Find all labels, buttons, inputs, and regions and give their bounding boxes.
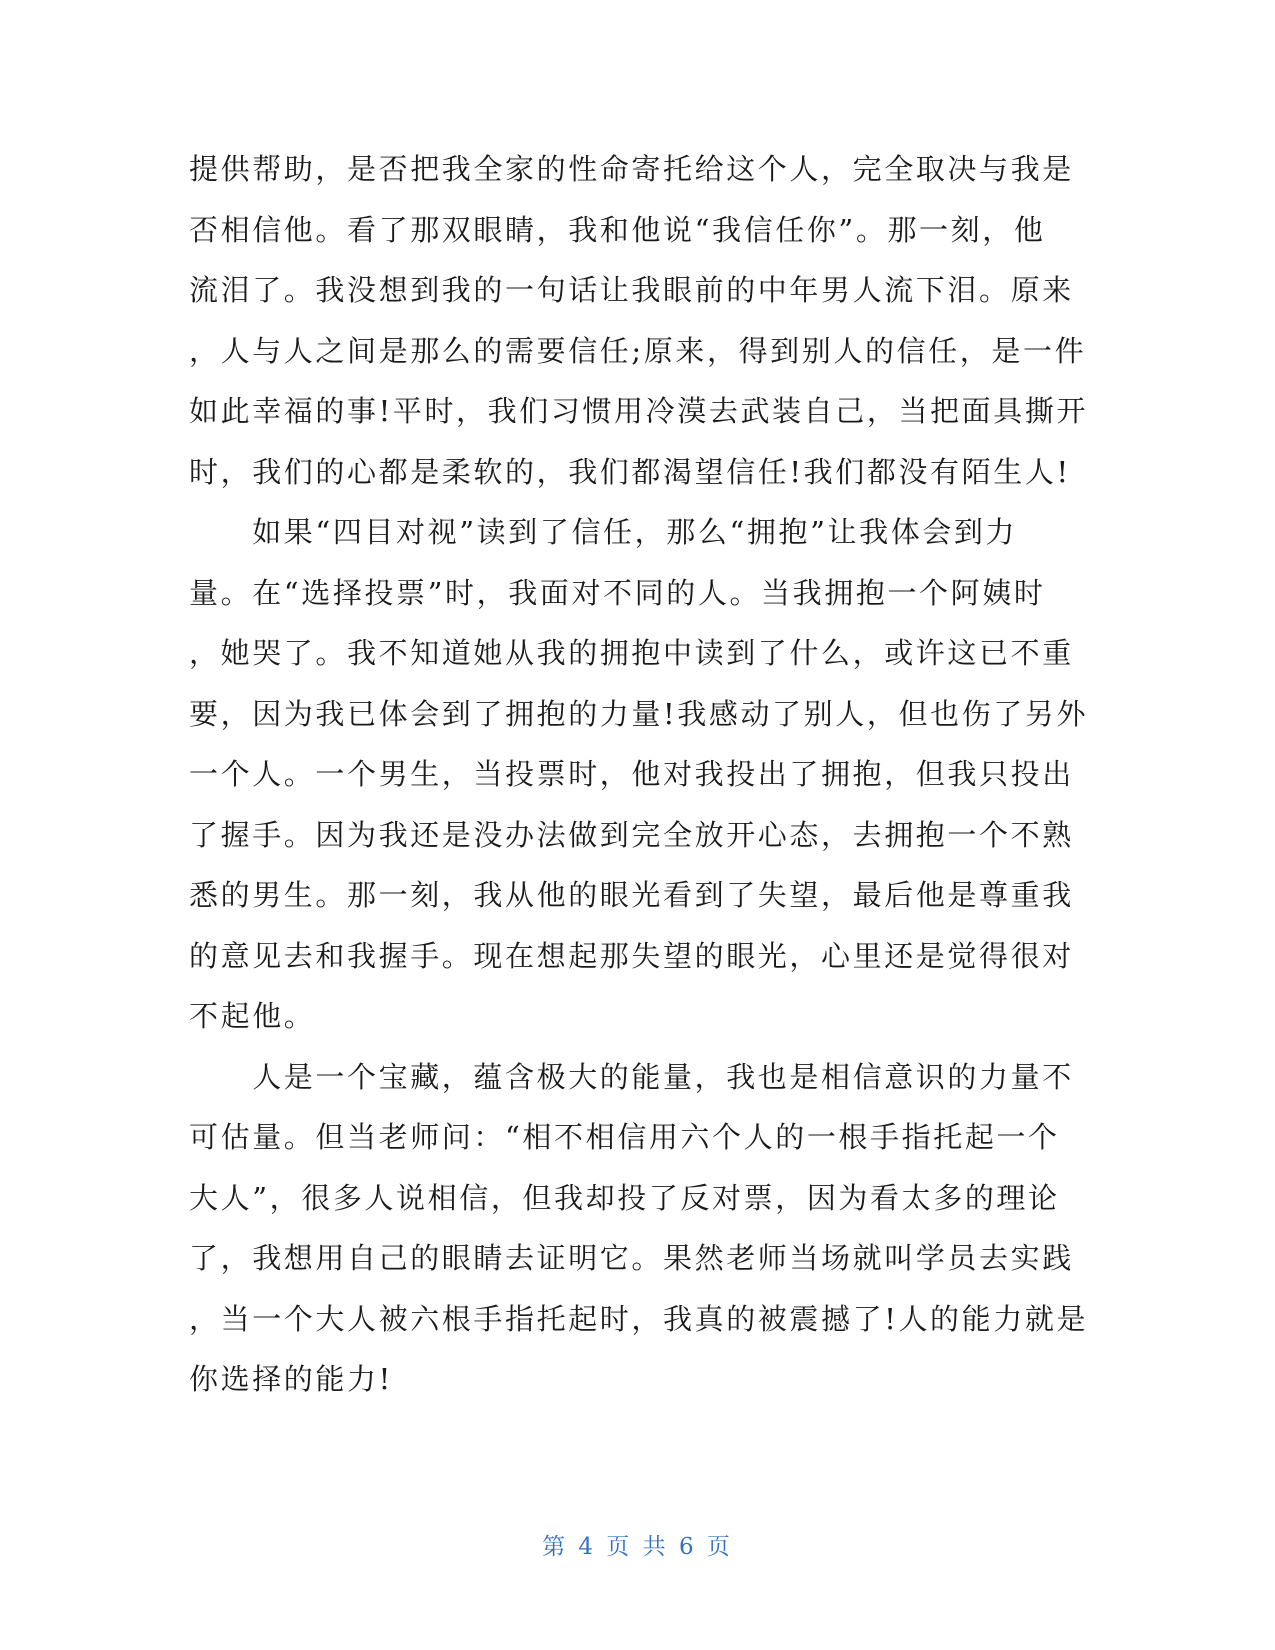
text-line: 量。在“选择投票”时，我面对不同的人。当我拥抱一个阿姨时 bbox=[189, 575, 1046, 610]
text-line: ，当一个大人被六根手指托起时，我真的被震撼了!人的能力就是 bbox=[189, 1301, 1089, 1336]
text-line: 悉的男生。那一刻，我从他的眼光看到了失望，最后他是尊重我 bbox=[189, 878, 1074, 912]
text-line: 可估量。但当老师问：“相不相信用六个人的一根手指托起一个 bbox=[189, 1120, 1060, 1154]
text-line: 你选择的能力! bbox=[189, 1362, 393, 1396]
text-line: 大人”，很多人说相信，但我却投了反对票，因为看太多的理论 bbox=[189, 1180, 1060, 1215]
text-line: 一个人。一个男生，当投票时，他对我投出了拥抱，但我只投出 bbox=[189, 757, 1074, 791]
text-line: 否相信他。看了那双眼睛，我和他说“我信任你”。那一刻，他 bbox=[189, 212, 1046, 247]
text-line: 流泪了。我没想到我的一句话让我眼前的中年男人流下泪。原来 bbox=[189, 273, 1074, 307]
text-line: 了握手。因为我还是没办法做到完全放开心态，去拥抱一个不熟 bbox=[189, 817, 1074, 852]
text-line: 人是一个宝藏，蕴含极大的能量，我也是相信意识的力量不 bbox=[189, 1059, 1074, 1094]
text-line: 提供帮助，是否把我全家的性命寄托给这个人，完全取决与我是 bbox=[189, 152, 1074, 186]
text-line: 的意见去和我握手。现在想起那失望的眼光，心里还是觉得很对 bbox=[189, 938, 1074, 973]
text-line: 如此幸福的事!平时，我们习惯用冷漠去武装自己，当把面具撕开 bbox=[189, 394, 1089, 428]
text-line: ，人与人之间是那么的需要信任;原来，得到别人的信任，是一件 bbox=[189, 333, 1087, 368]
body-text bbox=[189, 139, 1089, 1410]
text-line: 不起他。 bbox=[189, 999, 316, 1033]
text-line: 如果“四目对视”读到了信任，那么“拥抱”让我体会到力 bbox=[189, 515, 1018, 549]
text-line: 时，我们的心都是柔软的，我们都渴望信任!我们都没有陌生人! bbox=[189, 454, 1071, 489]
text-line: ，她哭了。我不知道她从我的拥抱中读到了什么，或许这已不重 bbox=[189, 636, 1074, 670]
page-number-footer: 第 4 页 共 6 页 bbox=[542, 1534, 733, 1560]
text-line: 要，因为我已体会到了拥抱的力量!我感动了别人，但也伤了另外 bbox=[189, 696, 1089, 731]
text-line: 了，我想用自己的眼睛去证明它。果然老师当场就叫学员去实践 bbox=[189, 1241, 1074, 1275]
